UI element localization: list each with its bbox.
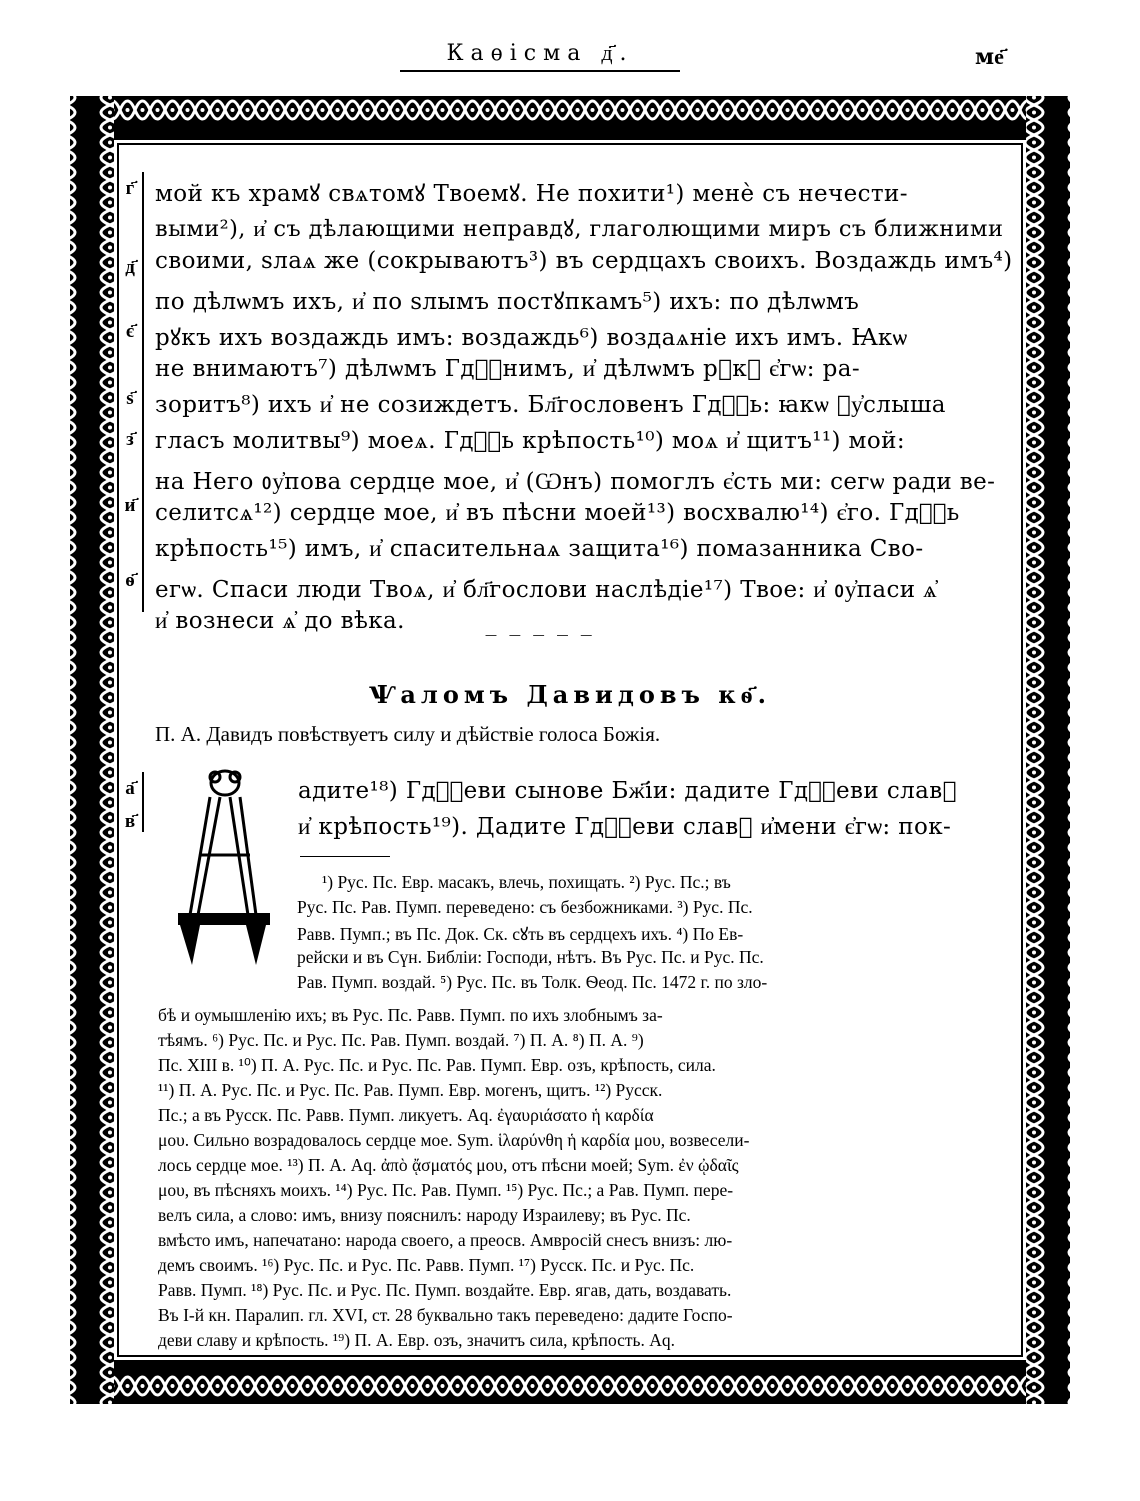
psalm-line: зоритъ⁸) ихъ и҆ не созиждетъ. Бл҃гословенъ Гдⷭ҇ь: ꙗкѡ ᲂу҆слыша [155,392,946,418]
footnote-line: μου. Сильно возрадовалось сердце мое. Sym. ἱλαρύνθη ἡ καρδία μου, возвесели- [158,1130,750,1150]
footnote-line: демъ своимъ. ¹⁶) Рус. Пс. и Рус. Пс. Равв. Пумп. ¹⁷) Русск. Пс. и Рус. Пс. [158,1255,695,1275]
psalm-line: егѡ. Спаси люди Твоѧ, и҆ бл҃гослови наслѣдіе¹⁷) Твое: и҆ ᲂу҆паси ѧ҆ [155,577,938,603]
psalm-line: селитсѧ¹²) сердце мое, и҆ въ пѣсни моей¹³) восхвалю¹⁴) є҆го. Гдⷭ҇ь [155,500,960,526]
verse-number: з҃ [126,428,134,450]
footnote-line: Рус. Пс. Рав. Пумп. переведено: съ безбожниками. ³) Рус. Пс. [297,897,753,917]
footnote-line: Пс.; а въ Русск. Пс. Равв. Пумп. ликуетъ. Aq. ἐγαυριάσατο ἡ καρδία [158,1105,654,1125]
psalm-line: выми²), и҆ съ дѣлающими неправдꙋ, глаголющими миръ съ ближними [155,216,1004,242]
psalm-line: мой къ храмꙋ свѧтомꙋ Твоемꙋ. Не похити¹) менѐ съ нечести- [155,181,908,207]
verse-number: ѕ҃ [126,387,134,409]
verse-number: г҃ [125,177,135,199]
footnote-line: бѣ и оумышленію ихъ; въ Рус. Пс. Равв. Пумп. по ихъ злобнымъ за- [158,1005,663,1025]
footnote-line: Пс. XIII в. ¹⁰) П. А. Рус. Пс. и Рус. Пс. Рав. Пумп. Евр. озъ, крѣпость, сила. [158,1055,716,1075]
running-header-title: Каѳісма д҃. [400,40,680,72]
psalm-heading: Ѱаломъ Давидовъ кѳ҃. [369,680,771,709]
footnote-line: Равв. Пумп.; въ Пс. Док. Ск. сꙋть въ сердцехъ ихъ. ⁴) По Ев- [297,924,744,944]
footnote-line: ¹¹) П. А. Рус. Пс. и Рус. Пс. Рав. Пумп. Евр. могенъ, щитъ. ¹²) Русск. [158,1080,663,1100]
footnote-line: велъ сила, а слово: имъ, внизу пояснилъ: народу Израилеву; въ Рус. Пс. [158,1205,691,1225]
psalm-line: по дѣлѡмъ ихъ, и҆ по ѕлымъ постꙋпкамъ⁵) ихъ: по дѣлѡмъ [155,289,860,315]
section-separator: — — — — — [485,628,597,642]
psalm-line: и҆ вознеси ѧ҆ до вѣка. [155,608,405,634]
verse-number: в҃ [124,810,136,832]
psalm-line: и҆ крѣпость¹⁹). Дадите Гдⷭ҇еви славꙋ и҆мени є҆гѡ: пок- [298,814,952,840]
footnote-line: рейски и въ Сүн. Библіи: Господи, нѣтъ. Въ Рус. Пс. и Рус. Пс. [297,947,764,967]
verse-number: ѳ҃ [125,569,135,591]
verse-number: а҃ [125,777,135,799]
footnote-line: тѣямъ. ⁶) Рус. Пс. и Рус. Пс. Рав. Пумп. воздай. ⁷) П. А. ⁸) П. А. ⁹) [158,1030,644,1050]
margin-rule [142,172,144,612]
psalm-line: на Него ᲂу҆пова сердце мое, и҆ (Ѡнъ) помоглъ є҆сть ми: сегѡ ради ве- [155,469,996,495]
psalm-line: своими, ѕлаѧ же (сокрываютъ³) въ сердцахъ своихъ. Воздаждь имъ⁴) [155,248,1013,274]
footnote-separator [300,856,390,857]
page-number: ме҃ [975,44,1004,70]
psalm-line: не внимаютъ⁷) дѣлѡмъ Гдⷭ҇нимъ, и҆ дѣлѡмъ рꙋкꙋ є҆гѡ: ра- [155,356,861,382]
footnote-line: деви славу и крѣпость. ¹⁹) П. А. Евр. озъ, значитъ сила, крѣпость. Aq. [158,1330,676,1350]
footnote-line: лось сердце мое. ¹³) П. А. Aq. ἀπὸ ᾄσματός μου, отъ пѣсни моей; Sym. ἐν ᾠδαῖς [158,1155,739,1175]
footnote-line: μου, въ пѣсняхъ моихъ. ¹⁴) Рус. Пс. Рав. Пумп. ¹⁵) Рус. Пс.; а Рав. Пумп. пере- [158,1180,734,1200]
drop-cap-letter [170,765,280,975]
psalm-line: рꙋкъ ихъ воздаждь имъ: воздаждь⁶) воздаѧніе ихъ имъ. Ꙗкѡ [155,325,908,351]
footnote-line: Рав. Пумп. воздай. ⁵) Рус. Пс. въ Толк. Ѳеод. Пс. 1472 г. по зло- [297,972,768,992]
verse-number: д҃ [125,256,135,278]
footnote-line: ¹) Рус. Пс. Евр. масакъ, влечь, похищать. ²) Рус. Пс.; въ [322,872,731,892]
margin-rule [142,772,144,832]
footnote-line: Въ I-й кн. Паралип. гл. XVI, ст. 28 буквально такъ переведено: дадите Госпо- [158,1305,733,1325]
verse-number: и҃ [124,494,136,516]
footnote-line: вмѣсто имъ, напечатано: народа своего, а преосв. Амвросій снесъ внизъ: лю- [158,1230,733,1250]
psalm-summary: П. А. Давидъ повѣствуетъ силу и дѣйствіе голоса Божія. [155,722,661,746]
psalm-line: крѣпость¹⁵) имъ, и҆ спасительнаѧ защита¹⁶) помазанника Сво- [155,536,924,562]
psalm-line: гласъ молитвы⁹) моеѧ. Гдⷭ҇ь крѣпость¹⁰) моѧ и҆ щитъ¹¹) мой: [155,428,905,454]
verse-number: є҃ [125,320,135,342]
psalm-line: адите¹⁸) Гдⷭ҇еви сынове Бж҃іи: дадите Гдⷭ҇еви славꙋ [298,778,957,804]
footnote-line: Равв. Пумп. ¹⁸) Рус. Пс. и Рус. Пс. Пумп. воздайте. Евр. ягав, дать, воздавать. [158,1280,732,1300]
